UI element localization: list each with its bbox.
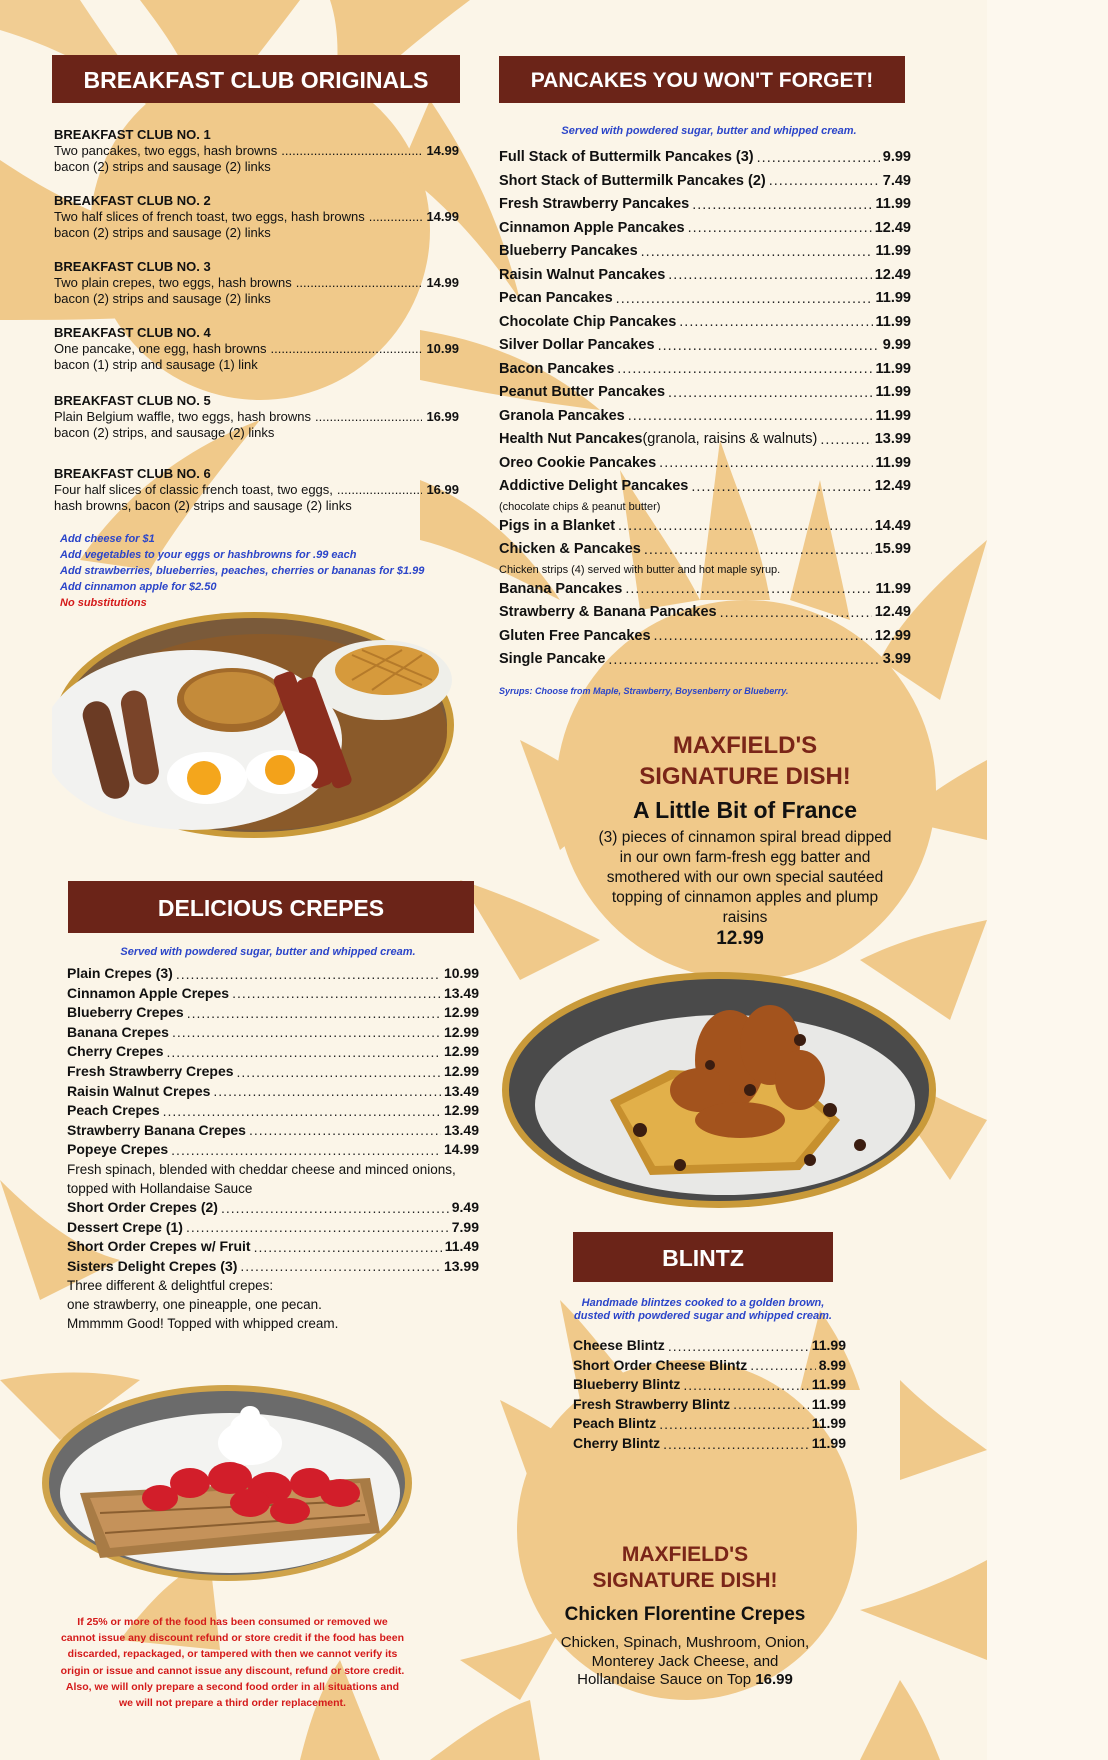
crepe-item-price: 7.99 <box>451 1218 479 1235</box>
crepes-header <box>68 881 474 933</box>
dot-leader <box>270 341 422 357</box>
blintz-list <box>573 1336 846 1454</box>
dot-leader <box>757 147 880 170</box>
pancake-item-price: 11.99 <box>875 313 911 330</box>
signature2-description <box>545 1634 825 1690</box>
breakfast-club-line <box>54 209 459 225</box>
dot-leader <box>254 1238 442 1257</box>
dot-leader <box>167 1043 441 1062</box>
dot-leader <box>232 984 441 1003</box>
breakfast-plate-photo <box>52 610 456 840</box>
pancake-item-name: Bacon Pancakes <box>499 360 615 377</box>
dot-leader <box>692 194 872 217</box>
signature1-dish-name: A Little Bit of France <box>632 797 858 823</box>
pancake-item-name: Chocolate Chip Pancakes <box>499 313 677 330</box>
pancake-item <box>499 287 911 311</box>
pancake-item-name: Strawberry & Banana Pancakes <box>499 604 717 620</box>
blintz-item <box>573 1434 846 1454</box>
crepe-item-name: Raisin Walnut Crepes <box>67 1082 211 1099</box>
pancake-item-name: Oreo Cookie Pancakes <box>499 454 657 471</box>
crepe-item-name: Plain Crepes (3) <box>67 965 173 981</box>
breakfast-club-name: BREAKFAST CLUB NO. 3 <box>54 259 211 274</box>
blintz-title: BLINTZ <box>662 1245 744 1271</box>
breakfast-club-item <box>54 127 459 175</box>
crepe-item <box>67 1062 479 1082</box>
blintz-item <box>573 1356 846 1376</box>
signature2-desc-line1: Chicken, Spinach, Mushroom, Onion, <box>560 1634 810 1651</box>
pancake-item <box>499 311 911 335</box>
crepes-title: DELICIOUS CREPES <box>157 895 385 921</box>
signature2-desc-line3: Hollandaise Sauce on Top <box>577 1671 752 1688</box>
crepe-item-price: 12.99 <box>443 1023 479 1040</box>
pancake-item <box>499 515 911 539</box>
breakfast-club-description-2: bacon (2) strips and sausage (2) links <box>54 225 271 240</box>
breakfast-club-line <box>54 409 459 425</box>
pancake-item-name: Pigs in a Blanket <box>499 517 616 534</box>
crepe-item <box>67 1257 479 1277</box>
dot-leader <box>668 264 871 287</box>
pancake-item-price: 11.99 <box>875 243 911 259</box>
pancake-item-name: Raisin Walnut Pancakes <box>499 266 666 283</box>
pancake-item-name: Short Stack of Buttermilk Pancakes (2) <box>499 172 766 189</box>
breakfast-club-title: BREAKFAST CLUB ORIGINALS <box>83 67 429 93</box>
pancake-item <box>499 217 911 241</box>
pancake-item-name: Single Pancake <box>499 651 606 667</box>
breakfast-addons <box>60 531 424 611</box>
dot-leader <box>769 170 880 193</box>
signature2-title-line1: MAXFIELD'S <box>621 1543 749 1566</box>
dot-leader <box>641 241 873 264</box>
crepe-item <box>67 1023 479 1043</box>
crepe-item-price: 13.49 <box>443 1082 479 1099</box>
pancakes-header <box>499 56 905 103</box>
signature1-description: (3) pieces of cinnamon spiral bread dipped in our own farm-fresh egg batter and smothered with our own special sautéed topping of cinnamon apples and plump raisins <box>598 829 892 926</box>
crepe-item <box>67 964 479 984</box>
dot-leader <box>186 1218 449 1237</box>
dot-leader <box>315 409 422 425</box>
blintz-item-name: Cherry Blintz <box>573 1434 661 1451</box>
pancake-item <box>499 625 911 649</box>
breakfast-club-item <box>54 193 459 241</box>
blintz-item-price: 11.99 <box>811 1337 846 1353</box>
breakfast-club-description-2: bacon (1) strip and sausage (1) link <box>54 357 258 372</box>
dot-leader <box>296 275 423 291</box>
blintz-item <box>573 1336 846 1356</box>
pancake-item-price: 11.99 <box>875 454 911 471</box>
pancake-item <box>499 578 911 602</box>
pancake-item-name: Banana Pancakes <box>499 580 623 597</box>
crepe-item <box>67 1121 479 1141</box>
pancake-item-name: Silver Dollar Pancakes <box>499 337 655 353</box>
pancake-item-name: Gluten Free Pancakes <box>499 627 651 644</box>
pancake-item-price: 12.49 <box>874 219 911 236</box>
pancake-item-name: Fresh Strawberry Pancakes <box>499 196 690 212</box>
addon-fruit: Add strawberries, blueberries, peaches, cherries or bananas for $1.99 <box>60 565 425 577</box>
pancake-item-price: 9.99 <box>882 337 911 353</box>
pancake-item-extra: (granola, raisins & walnuts) <box>642 431 818 447</box>
blintz-item <box>573 1395 846 1415</box>
blintz-item-name: Cheese Blintz <box>573 1337 665 1353</box>
blintz-header <box>573 1232 833 1282</box>
crepe-item-price: 12.99 <box>443 1043 479 1060</box>
pancake-item-price: 9.99 <box>882 149 911 165</box>
breakfast-club-price: 16.99 <box>426 409 459 424</box>
breakfast-club-description: One pancake, one egg, hash browns <box>54 341 267 356</box>
crepe-item-description: Mmmmm Good! Topped with whipped cream. <box>67 1316 339 1332</box>
breakfast-club-item <box>54 259 459 307</box>
pancake-item <box>499 648 911 672</box>
pancake-item <box>499 405 911 429</box>
crepe-item-name: Banana Crepes <box>67 1023 169 1040</box>
crepe-item-name: Fresh Strawberry Crepes <box>67 1062 234 1079</box>
breakfast-club-price: 16.99 <box>426 482 459 497</box>
breakfast-club-line <box>54 341 459 357</box>
dot-leader <box>616 288 873 311</box>
breakfast-club-description-2: bacon (2) strips, and sausage (2) links <box>54 425 275 440</box>
pancake-item <box>499 240 911 264</box>
signature1-price: 12.99 <box>716 928 764 949</box>
dot-leader <box>172 1023 441 1042</box>
pancake-item-price: 11.99 <box>875 407 911 424</box>
dot-leader <box>750 1356 815 1375</box>
crepe-item-price: 12.99 <box>443 1004 479 1021</box>
dot-leader <box>237 1063 441 1082</box>
pancakes-title: PANCAKES YOU WON'T FORGET! <box>530 69 874 92</box>
breakfast-club-description: Two half slices of french toast, two eggs, hash browns <box>54 209 365 224</box>
dot-leader <box>249 1121 441 1140</box>
blintz-item-name: Peach Blintz <box>573 1415 657 1432</box>
dot-leader <box>618 515 872 538</box>
crepe-item-price: 10.99 <box>443 965 479 981</box>
crepe-item-price: 14.99 <box>443 1141 479 1158</box>
blintz-item <box>573 1414 846 1434</box>
dot-leader <box>668 1337 809 1356</box>
pancake-item-price: 13.99 <box>874 431 911 447</box>
breakfast-club-description: Four half slices of classic french toast, two eggs, <box>54 482 333 497</box>
breakfast-club-item <box>54 466 459 514</box>
pancake-item-price: 7.49 <box>882 172 911 189</box>
breakfast-club-description: Two plain crepes, two eggs, hash browns <box>54 275 292 290</box>
syrups-note: Syrups: Choose from Maple, Strawberry, Boysenberry or Blueberry. <box>499 686 789 696</box>
pancake-item-name: Full Stack of Buttermilk Pancakes (3) <box>499 149 754 165</box>
pancake-item <box>499 264 911 288</box>
breakfast-club-line <box>54 482 459 498</box>
no-substitutions-note: No substitutions <box>60 597 147 609</box>
pancake-item-name: Blueberry Pancakes <box>499 243 638 259</box>
addon-cinnamon-apple: Add cinnamon apple for $2.50 <box>60 581 217 593</box>
pancake-item-price: 11.99 <box>875 360 911 377</box>
blintz-item-price: 11.99 <box>811 1376 846 1393</box>
crepe-item-price: 11.49 <box>444 1238 479 1255</box>
breakfast-club-line <box>54 275 459 291</box>
blintz-subtitle-line2: dusted with powdered sugar and whipped cream. <box>574 1310 832 1322</box>
dot-leader <box>221 1199 449 1218</box>
pancake-item-price: 11.99 <box>875 290 911 306</box>
crepe-item-description: Fresh spinach, blended with cheddar cheese and minced onions, topped with Hollandaise Sauce <box>67 1161 456 1196</box>
pancake-item <box>499 428 911 452</box>
dot-leader <box>187 1004 441 1023</box>
breakfast-club-name: BREAKFAST CLUB NO. 4 <box>54 325 211 340</box>
dot-leader <box>625 578 872 601</box>
crepe-item-name: Popeye Crepes <box>67 1141 169 1158</box>
addon-cheese: Add cheese for $1 <box>60 533 155 545</box>
crepe-item-name: Short Order Crepes (2) <box>67 1198 218 1215</box>
blintz-item-name: Fresh Strawberry Blintz <box>573 1395 731 1412</box>
dot-leader <box>644 539 872 562</box>
crepe-item-price: 13.49 <box>443 984 479 1001</box>
dot-leader <box>720 602 872 625</box>
crepe-item <box>67 1218 479 1238</box>
pancake-item <box>499 452 911 476</box>
pancake-item <box>499 146 911 170</box>
breakfast-club-header <box>52 55 460 103</box>
french-toast-photo <box>500 970 938 1210</box>
pancake-item <box>499 538 911 562</box>
pancake-item-name: Pecan Pancakes <box>499 290 613 306</box>
breakfast-club-description-2: bacon (2) strips and sausage (2) links <box>54 159 271 174</box>
pancake-item-price: 11.99 <box>875 196 911 212</box>
dot-leader <box>628 405 873 428</box>
dot-leader <box>668 382 872 405</box>
pancake-item-price: 3.99 <box>882 651 911 667</box>
dot-leader <box>176 965 441 984</box>
pancake-item-note: (chocolate chips & peanut butter) <box>499 500 661 513</box>
dot-leader <box>163 1102 441 1121</box>
blintz-item-name: Short Order Cheese Blintz <box>573 1356 748 1373</box>
dot-leader <box>659 1415 808 1434</box>
dot-leader <box>683 1376 808 1395</box>
blintz-item-price: 11.99 <box>811 1395 846 1412</box>
dot-leader <box>240 1257 441 1276</box>
crepe-item <box>67 984 479 1004</box>
pancake-item-name: Chicken & Pancakes <box>499 541 641 557</box>
pancake-item <box>499 193 911 217</box>
pancake-item-price: 12.49 <box>874 604 911 620</box>
pancake-item <box>499 358 911 382</box>
pancake-item <box>499 601 911 625</box>
crepe-item-name: Strawberry Banana Crepes <box>67 1121 246 1138</box>
pancakes-list <box>499 146 911 672</box>
dot-leader <box>663 1435 809 1454</box>
pancake-item <box>499 475 911 499</box>
crepe-item-price: 9.49 <box>451 1198 479 1215</box>
refund-disclaimer: If 25% or more of the food has been consumed or removed we cannot issue any discount refund or store credit if the food has been discarded, repackaged, or tampered with then we cannot verify its origin or issue and cannot issue any discount, refund or store credit. Also, we will only prepare a second food order in all situations and we will not prepare a third order replacement. <box>60 1616 405 1710</box>
signature2-price: 16.99 <box>755 1671 793 1688</box>
blintz-item-price: 11.99 <box>811 1434 846 1451</box>
strawberry-crepes-photo <box>40 1383 414 1583</box>
breakfast-club-item <box>54 393 459 441</box>
dot-leader <box>658 335 880 358</box>
dot-leader <box>337 482 423 498</box>
crepe-item-name: Peach Crepes <box>67 1102 160 1119</box>
crepe-item-name: Short Order Crepes w/ Fruit <box>67 1238 251 1255</box>
crepe-item-price: 13.99 <box>443 1257 479 1274</box>
breakfast-club-line <box>54 143 459 159</box>
crepe-item-name: Cinnamon Apple Crepes <box>67 984 230 1001</box>
pancake-item-note: Chicken strips (4) served with butter and hot maple syrup. <box>499 563 781 576</box>
crepe-item <box>67 1003 479 1023</box>
blintz-item-name: Blueberry Blintz <box>573 1376 681 1393</box>
breakfast-club-name: BREAKFAST CLUB NO. 5 <box>54 393 211 408</box>
breakfast-club-description: Plain Belgium waffle, two eggs, hash browns <box>54 409 312 424</box>
breakfast-club-price: 14.99 <box>426 209 459 224</box>
pancakes-subtitle: Served with powdered sugar, butter and whipped cream. <box>561 125 857 137</box>
blintz-item-price: 11.99 <box>811 1415 846 1432</box>
crepe-item-price: 12.99 <box>443 1062 479 1079</box>
crepe-item <box>67 1140 479 1160</box>
crepe-item-description: Three different & delightful crepes: <box>67 1278 274 1294</box>
crepes-subtitle: Served with powdered sugar, butter and whipped cream. <box>120 946 416 958</box>
crepe-item <box>67 1237 479 1257</box>
crepe-item <box>67 1101 479 1121</box>
dot-leader <box>733 1395 809 1414</box>
blintz-subtitle-line1: Handmade blintzes cooked to a golden brown, <box>581 1297 825 1309</box>
dot-leader <box>281 143 422 159</box>
dot-leader <box>213 1082 441 1101</box>
addon-vegetables: Add vegetables to your eggs or hashbrowns for .99 each <box>60 549 357 561</box>
pancake-item <box>499 170 911 194</box>
breakfast-club-price: 14.99 <box>426 143 459 158</box>
crepe-item-name: Dessert Crepe (1) <box>67 1218 183 1235</box>
blintz-item-price: 8.99 <box>818 1356 846 1373</box>
dot-leader <box>659 452 872 475</box>
breakfast-club-name: BREAKFAST CLUB NO. 6 <box>54 466 211 481</box>
dot-leader <box>688 217 872 240</box>
dot-leader <box>679 311 872 334</box>
signature1-title-line2: SIGNATURE DISH! <box>639 763 851 790</box>
pancake-item-name: Peanut Butter Pancakes <box>499 384 666 400</box>
blintz-item <box>573 1375 846 1395</box>
pancake-item <box>499 334 911 358</box>
pancake-item-price: 15.99 <box>874 541 911 557</box>
crepe-item-price: 12.99 <box>443 1102 479 1119</box>
pancake-item-price: 12.49 <box>874 478 911 494</box>
crepe-item <box>67 1198 479 1218</box>
dot-leader <box>820 429 871 452</box>
pancake-item-price: 14.49 <box>874 517 911 534</box>
breakfast-club-price: 10.99 <box>426 341 459 356</box>
crepe-item-price: 13.49 <box>443 1121 479 1138</box>
signature2-dish-name: Chicken Florentine Crepes <box>564 1604 806 1625</box>
crepe-item-name: Cherry Crepes <box>67 1043 164 1060</box>
pancake-item-name: Granola Pancakes <box>499 407 625 424</box>
breakfast-club-description-2: bacon (2) strips and sausage (2) links <box>54 291 271 306</box>
pancake-item-price: 11.99 <box>875 384 911 400</box>
pancake-item-name: Cinnamon Apple Pancakes <box>499 219 685 236</box>
breakfast-club-item <box>54 325 459 373</box>
pancake-item-price: 12.99 <box>874 627 911 644</box>
dot-leader <box>617 358 872 381</box>
dot-leader <box>171 1141 441 1160</box>
signature1-title <box>580 730 910 792</box>
crepes-list <box>67 964 479 1333</box>
signature2-title <box>560 1542 810 1594</box>
pancake-item <box>499 381 911 405</box>
dot-leader <box>691 476 871 499</box>
blintz-subtitle <box>573 1297 833 1323</box>
dot-leader <box>369 209 423 225</box>
breakfast-club-price: 14.99 <box>426 275 459 290</box>
breakfast-club-description-2: hash browns, bacon (2) strips and sausage (2) links <box>54 498 352 513</box>
breakfast-club-name: BREAKFAST CLUB NO. 2 <box>54 193 211 208</box>
crepe-item-name: Blueberry Crepes <box>67 1004 184 1021</box>
signature2-desc-line2: Monterey Jack Cheese, and <box>591 1652 779 1670</box>
dot-leader <box>654 625 872 648</box>
breakfast-club-name: BREAKFAST CLUB NO. 1 <box>54 127 211 142</box>
crepe-item <box>67 1082 479 1102</box>
crepe-item-name: Sisters Delight Crepes (3) <box>67 1257 238 1274</box>
signature2-title-line2: SIGNATURE DISH! <box>592 1569 778 1592</box>
breakfast-club-description: Two pancakes, two eggs, hash browns <box>54 143 278 158</box>
pancake-item-name: Addictive Delight Pancakes <box>499 478 689 494</box>
crepe-item <box>67 1042 479 1062</box>
signature1-title-line1: MAXFIELD'S <box>672 732 818 759</box>
pancake-item-name: Health Nut Pancakes <box>499 431 643 447</box>
crepe-item-description: one strawberry, one pineapple, one pecan. <box>67 1297 322 1313</box>
pancake-item-price: 11.99 <box>875 580 911 597</box>
dot-leader <box>608 649 879 672</box>
pancake-item-price: 12.49 <box>874 266 911 283</box>
